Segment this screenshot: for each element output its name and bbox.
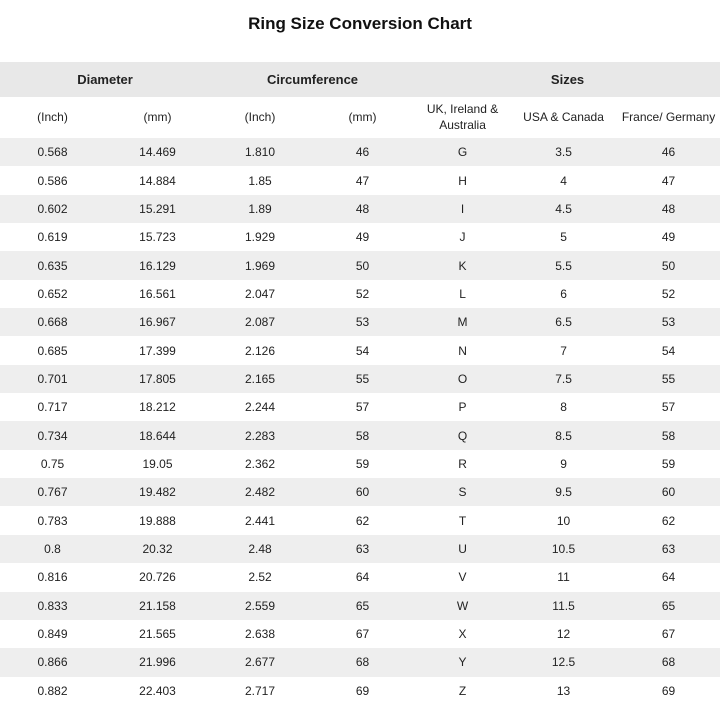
table-cell: 17.805 <box>139 371 176 386</box>
table-row <box>0 535 720 563</box>
table-cell: 2.362 <box>245 456 276 471</box>
table-cell: 54 <box>661 343 676 358</box>
table-cell: 7.5 <box>555 371 572 386</box>
table-row <box>0 620 720 648</box>
table-cell: 60 <box>355 485 370 500</box>
table-cell: 2.482 <box>245 485 276 500</box>
table-cell: O <box>457 371 468 386</box>
table-cell: 21.996 <box>139 655 176 670</box>
table-cell: 2.087 <box>245 315 276 330</box>
table-cell: 65 <box>661 598 676 613</box>
table-cell: J <box>459 230 466 245</box>
table-cell: 46 <box>355 145 370 160</box>
table-row <box>0 450 720 478</box>
table-row <box>0 506 720 534</box>
table-cell: 0.783 <box>37 513 68 528</box>
table-cell: P <box>458 400 467 415</box>
table-cell: 53 <box>661 315 676 330</box>
table-cell: G <box>457 145 468 160</box>
table-cell: H <box>458 173 467 188</box>
table-cell: 5.5 <box>555 258 572 273</box>
table-cell: U <box>458 541 467 556</box>
table-cell: 6 <box>560 286 567 301</box>
table-row <box>0 166 720 194</box>
table-cell: 0.816 <box>37 570 68 585</box>
table-cell: Q <box>457 428 468 443</box>
table-cell: 21.565 <box>139 627 176 642</box>
table-cell: 68 <box>661 655 676 670</box>
table-cell: 19.482 <box>139 485 176 500</box>
table-cell: 20.32 <box>142 541 173 556</box>
table-row <box>0 223 720 251</box>
table-cell: 0.734 <box>37 428 68 443</box>
table-cell: 50 <box>355 258 370 273</box>
table-cell: 64 <box>661 570 676 585</box>
table-cell: 57 <box>661 400 676 415</box>
table-cell: 0.767 <box>37 485 68 500</box>
table-cell: 69 <box>355 683 370 698</box>
table-cell: 0.717 <box>37 400 68 415</box>
table-cell: 0.882 <box>37 683 68 698</box>
table-cell: 21.158 <box>139 598 176 613</box>
table-cell: 22.403 <box>139 683 176 698</box>
table-cell: 0.701 <box>37 371 68 386</box>
table-cell: 2.717 <box>245 683 276 698</box>
table-cell: 18.212 <box>139 400 176 415</box>
table-cell: 52 <box>661 286 676 301</box>
table-cell: R <box>458 456 467 471</box>
table-cell: 50 <box>661 258 676 273</box>
column-header-circumference-mm: (mm) <box>310 97 415 138</box>
table-row <box>0 308 720 336</box>
table-cell: 63 <box>661 541 676 556</box>
table-cell: 19.05 <box>142 456 173 471</box>
table-cell: 1.969 <box>245 258 276 273</box>
table-cell: 9 <box>560 456 567 471</box>
table-cell: 55 <box>661 371 676 386</box>
table-row <box>0 336 720 364</box>
table-cell: 67 <box>355 627 370 642</box>
table-cell: 20.726 <box>139 570 176 585</box>
table-row <box>0 478 720 506</box>
table-cell: 12 <box>556 627 571 642</box>
table-cell: 13 <box>556 683 571 698</box>
table-cell: 58 <box>355 428 370 443</box>
column-header-uk-ireland-australia: UK, Ireland & Australia <box>415 97 510 138</box>
table-cell: 14.469 <box>139 145 176 160</box>
table-cell: 4 <box>560 173 567 188</box>
table-row <box>0 648 720 676</box>
table-cell: 15.723 <box>139 230 176 245</box>
table-header <box>0 62 720 138</box>
table-cell: 0.866 <box>37 655 68 670</box>
table-cell: 0.685 <box>37 343 68 358</box>
table-cell: 62 <box>661 513 676 528</box>
table-cell: 47 <box>661 173 676 188</box>
column-group-sizes: Sizes <box>415 62 720 97</box>
table-row <box>0 592 720 620</box>
ring-size-conversion-table <box>0 62 720 705</box>
table-cell: K <box>458 258 467 273</box>
table-cell: 0.652 <box>37 286 68 301</box>
table-cell: 55 <box>355 371 370 386</box>
table-cell: 0.833 <box>37 598 68 613</box>
table-cell: 16.129 <box>139 258 176 273</box>
table-cell: 2.283 <box>245 428 276 443</box>
table-row <box>0 195 720 223</box>
table-cell: 49 <box>661 230 676 245</box>
table-cell: 47 <box>355 173 370 188</box>
table-cell: X <box>458 627 467 642</box>
table-cell: 2.559 <box>245 598 276 613</box>
table-cell: 0.75 <box>40 456 65 471</box>
table-body <box>0 138 720 705</box>
table-cell: 67 <box>661 627 676 642</box>
table-cell: 63 <box>355 541 370 556</box>
table-cell: 2.677 <box>245 655 276 670</box>
column-header-diameter-mm: (mm) <box>105 97 210 138</box>
table-cell: 52 <box>355 286 370 301</box>
table-cell: 9.5 <box>555 485 572 500</box>
table-cell: 2.047 <box>245 286 276 301</box>
table-group-header-row <box>0 62 720 97</box>
table-row <box>0 138 720 166</box>
table-cell: 17.399 <box>139 343 176 358</box>
table-cell: 53 <box>355 315 370 330</box>
table-cell: 11 <box>557 570 570 585</box>
table-cell: 62 <box>355 513 370 528</box>
table-cell: 5 <box>560 230 567 245</box>
table-cell: 15.291 <box>139 201 176 216</box>
table-cell: 7 <box>560 343 567 358</box>
table-cell: 0.568 <box>37 145 68 160</box>
table-cell: 64 <box>355 570 370 585</box>
table-cell: 0.635 <box>37 258 68 273</box>
table-cell: 0.8 <box>44 541 61 556</box>
table-cell: S <box>458 485 467 500</box>
table-cell: W <box>456 598 469 613</box>
table-cell: 3.5 <box>555 145 572 160</box>
table-cell: 16.561 <box>139 286 176 301</box>
table-cell: N <box>458 343 467 358</box>
table-cell: 2.165 <box>245 371 276 386</box>
table-cell: 2.441 <box>245 513 276 528</box>
table-cell: 68 <box>355 655 370 670</box>
table-cell: 0.602 <box>37 201 68 216</box>
column-group-diameter: Diameter <box>0 62 210 97</box>
table-cell: 8 <box>560 400 567 415</box>
table-cell: T <box>458 513 467 528</box>
table-cell: 14.884 <box>139 173 176 188</box>
table-cell: 10.5 <box>551 541 576 556</box>
table-cell: 60 <box>661 485 676 500</box>
table-cell: 0.849 <box>37 627 68 642</box>
table-cell: 2.638 <box>245 627 276 642</box>
table-cell: V <box>458 570 467 585</box>
table-cell: 4.5 <box>555 201 572 216</box>
column-header-france-germany: France/ Germany <box>617 97 720 138</box>
table-cell: 65 <box>355 598 370 613</box>
table-row <box>0 677 720 705</box>
table-cell: L <box>459 286 466 301</box>
table-row <box>0 251 720 279</box>
table-cell: Y <box>458 655 467 670</box>
table-cell: 2.52 <box>248 570 272 585</box>
table-cell: 2.48 <box>248 541 272 556</box>
table-cell: 46 <box>661 145 676 160</box>
table-cell: 1.929 <box>245 230 276 245</box>
table-cell: 18.644 <box>139 428 176 443</box>
table-row <box>0 563 720 591</box>
table-cell: I <box>460 201 465 216</box>
table-cell: 1.810 <box>245 145 276 160</box>
table-cell: 69 <box>661 683 676 698</box>
table-cell: 0.586 <box>37 173 68 188</box>
column-header-diameter-inch: (Inch) <box>0 97 105 138</box>
table-cell: 6.5 <box>555 315 572 330</box>
table-cell: 59 <box>661 456 676 471</box>
table-cell: M <box>457 315 468 330</box>
table-cell: 48 <box>355 201 370 216</box>
table-row <box>0 393 720 421</box>
table-cell: 0.619 <box>37 230 68 245</box>
table-cell: Z <box>458 683 467 698</box>
table-cell: 8.5 <box>555 428 572 443</box>
column-header-circumference-inch: (Inch) <box>210 97 310 138</box>
table-cell: 48 <box>661 201 676 216</box>
table-cell: 0.668 <box>37 315 68 330</box>
table-cell: 58 <box>661 428 676 443</box>
table-cell: 1.89 <box>248 201 272 216</box>
table-cell: 12.5 <box>551 655 576 670</box>
column-header-usa-canada: USA & Canada <box>510 97 617 138</box>
table-row <box>0 280 720 308</box>
table-cell: 2.244 <box>245 400 276 415</box>
table-cell: 49 <box>355 230 370 245</box>
table-cell: 54 <box>355 343 370 358</box>
table-cell: 19.888 <box>139 513 176 528</box>
table-row <box>0 421 720 449</box>
table-cell: 1.85 <box>248 173 272 188</box>
table-cell: 2.126 <box>245 343 276 358</box>
column-group-circumference: Circumference <box>210 62 415 97</box>
table-cell: 59 <box>355 456 370 471</box>
table-cell: 10 <box>556 513 571 528</box>
table-cell: 57 <box>355 400 370 415</box>
table-cell: 11.5 <box>552 598 575 613</box>
page-title: Ring Size Conversion Chart <box>248 14 472 33</box>
table-subheader-row <box>0 97 720 138</box>
table-cell: 16.967 <box>139 315 176 330</box>
table-row <box>0 365 720 393</box>
